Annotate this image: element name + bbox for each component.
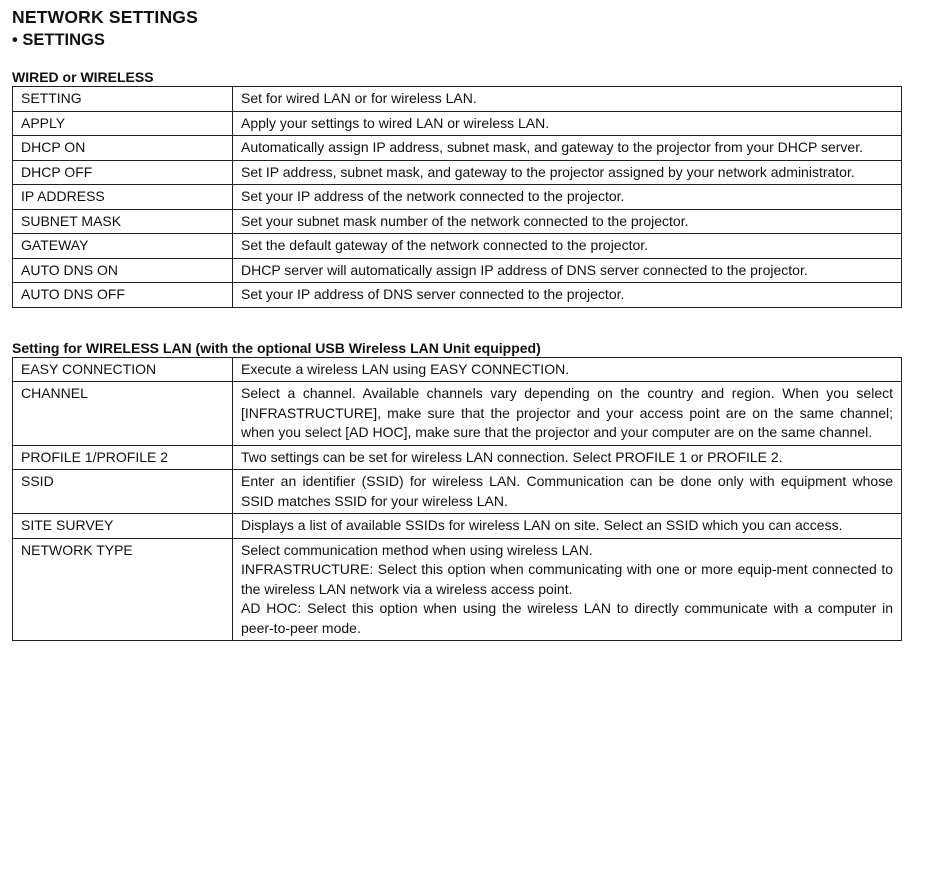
setting-key: EASY CONNECTION [13, 357, 233, 382]
setting-key: SETTING [13, 87, 233, 112]
table-row [13, 209, 902, 234]
wired-section-heading: WIRED or WIRELESS [12, 69, 154, 85]
setting-description: Set the default gateway of the network connected to the projector. [233, 234, 902, 259]
wireless-settings-table [12, 357, 902, 642]
wireless-section-heading: Setting for WIRELESS LAN (with the optional USB Wireless LAN Unit equipped) [12, 339, 541, 356]
setting-key: DHCP ON [13, 136, 233, 161]
setting-description: Enter an identifier (SSID) for wireless LAN. Communication can be done only with equipment whose SSID matches SSID for your wireless LAN. [233, 470, 902, 514]
wired-settings-table [12, 86, 902, 308]
setting-key: PROFILE 1/PROFILE 2 [13, 445, 233, 470]
table-row [13, 111, 902, 136]
table-row [13, 514, 902, 539]
setting-key: SITE SURVEY [13, 514, 233, 539]
setting-description: Set your IP address of the network connected to the projector. [233, 185, 902, 210]
setting-key: SSID [13, 470, 233, 514]
table-row [13, 357, 902, 382]
setting-key: DHCP OFF [13, 160, 233, 185]
setting-key: AUTO DNS ON [13, 258, 233, 283]
table-row [13, 258, 902, 283]
table-row [13, 382, 902, 446]
table-row [13, 160, 902, 185]
setting-key: NETWORK TYPE [13, 538, 233, 641]
setting-description: Automatically assign IP address, subnet mask, and gateway to the projector from your DHCP server. [233, 136, 902, 161]
setting-description: Displays a list of available SSIDs for wireless LAN on site. Select an SSID which you can access. [233, 514, 902, 539]
table-row [13, 87, 902, 112]
table-row [13, 185, 902, 210]
description-line: Select communication method when using wireless LAN. [241, 541, 593, 558]
setting-key: GATEWAY [13, 234, 233, 259]
setting-description: Execute a wireless LAN using EASY CONNECTION. [233, 357, 902, 382]
table-row [13, 283, 902, 308]
setting-description [233, 538, 902, 641]
table-row [13, 470, 902, 514]
page-subtitle: • SETTINGS [12, 31, 105, 49]
description-line: AD HOC: Select this option when using the wireless LAN to directly communicate with a computer in peer-to-peer mode. [241, 600, 893, 636]
setting-description: Set your IP address of DNS server connected to the projector. [233, 283, 902, 308]
document-page [12, 6, 902, 641]
setting-description: Two settings can be set for wireless LAN connection. Select PROFILE 1 or PROFILE 2. [233, 445, 902, 470]
setting-key: SUBNET MASK [13, 209, 233, 234]
setting-key: APPLY [13, 111, 233, 136]
description-line: INFRASTRUCTURE: Select this option when communicating with one or more equip-ment connected to the wireless LAN network via a wireless access point. [241, 561, 893, 597]
setting-description: Set for wired LAN or for wireless LAN. [233, 87, 902, 112]
setting-description: Apply your settings to wired LAN or wireless LAN. [233, 111, 902, 136]
table-row [13, 445, 902, 470]
setting-key: AUTO DNS OFF [13, 283, 233, 308]
setting-description: DHCP server will automatically assign IP address of DNS server connected to the projector. [233, 258, 902, 283]
table-row [13, 234, 902, 259]
setting-key: CHANNEL [13, 382, 233, 446]
setting-description: Select a channel. Available channels vary depending on the country and region. When you select [INFRASTRUCTURE], make sure that the projector and your access point are on the same channel; when you select [AD HOC], make sure that the projector and your computer are on the same channel. [233, 382, 902, 446]
setting-description: Set your subnet mask number of the network connected to the projector. [233, 209, 902, 234]
table-row [13, 136, 902, 161]
setting-description: Set IP address, subnet mask, and gateway to the projector assigned by your network administrator. [233, 160, 902, 185]
table-row [13, 538, 902, 641]
page-title: NETWORK SETTINGS [12, 7, 198, 27]
setting-key: IP ADDRESS [13, 185, 233, 210]
